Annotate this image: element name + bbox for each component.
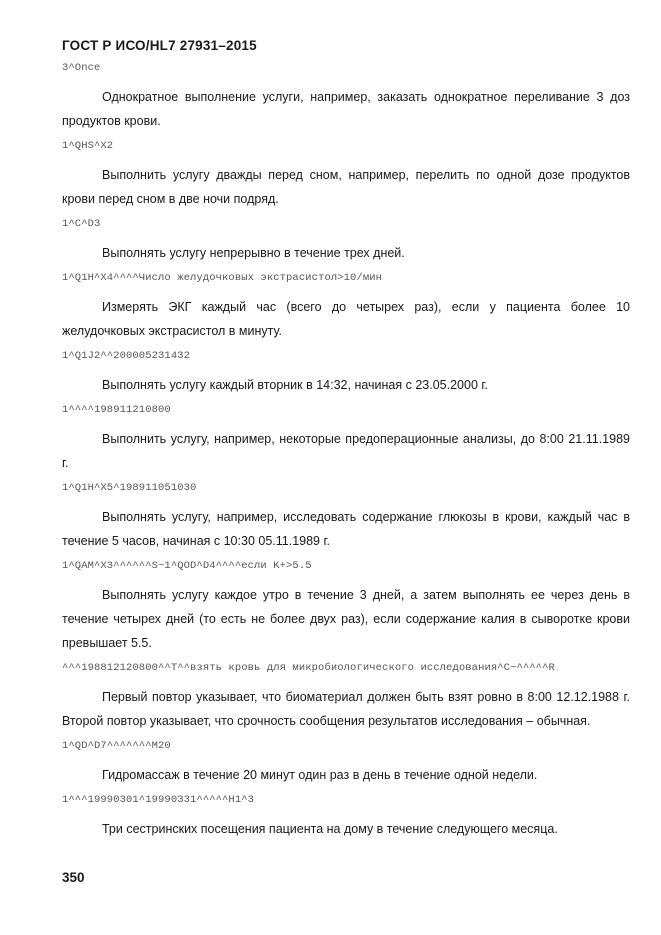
code-example: 1^QHS^X2 [62, 140, 114, 152]
code-example: 1^Q1J2^^200005231432 [62, 350, 191, 362]
description-paragraph: Три сестринских посещения пациента на дому в течение следующего месяца. [102, 822, 558, 836]
code-example: 1^Q1H^X4^^^^Число желудочковых экстрасистол>10/мин [62, 272, 383, 284]
description-paragraph: Гидромассаж в течение 20 минут один раз в день в течение одной недели. [102, 768, 538, 782]
description-paragraph: Первый повтор указывает, что биоматериал должен быть взят ровно в 8:00 12.12.1988 г. Второй повтор указывает, что срочность сообщения результатов исследования – обычная. [62, 690, 630, 728]
page-number: 350 [62, 870, 85, 885]
code-example: 1^C^D3 [62, 218, 101, 230]
description-paragraph: Выполнять услугу каждое утро в течение 3 дней, а затем выполнять ее через день в течение четырех дней (то есть не более двух раз), если содержание калия в сыворотке крови превышает 5.5. [62, 588, 630, 650]
document-header: ГОСТ Р ИСО/HL7 27931–2015 [62, 38, 257, 53]
description-paragraph: Измерять ЭКГ каждый час (всего до четырех раз), если у пациента более 10 желудочковых экстрасистол в минуту. [62, 300, 630, 338]
code-example: 1^^^19990301^19990331^^^^^H1^3 [62, 794, 255, 806]
code-example: 3^Once [62, 62, 101, 74]
description-paragraph: Однократное выполнение услуги, например, заказать однократное переливание 3 доз продуктов крови. [62, 90, 630, 128]
description-paragraph: Выполнить услугу дважды перед сном, например, перелить по одной дозе продуктов крови перед сном в две ночи подряд. [62, 168, 630, 206]
description-paragraph: Выполнять услугу каждый вторник в 14:32, начиная с 23.05.2000 г. [102, 378, 488, 392]
description-paragraph: Выполнить услугу, например, некоторые предоперационные анализы, до 8:00 21.11.1989 г. [62, 432, 630, 470]
code-example: 1^QAM^X3^^^^^^S~1^QOD^D4^^^^если K+>5.5 [62, 560, 312, 572]
code-example: 1^Q1H^X5^198911051030 [62, 482, 197, 494]
description-paragraph: Выполнять услугу, например, исследовать содержание глюкозы в крови, каждый час в течение 5 часов, начиная с 10:30 05.11.1989 г. [62, 510, 630, 548]
document-body [62, 61, 630, 847]
code-example: 1^QD^D7^^^^^^^M20 [62, 740, 171, 752]
code-example: ^^^198812120800^^T^^взять кровь для микробиологического исследования^C~^^^^^R [62, 662, 555, 674]
code-example: 1^^^^198911210800 [62, 404, 171, 416]
description-paragraph: Выполнять услугу непрерывно в течение трех дней. [102, 246, 405, 260]
